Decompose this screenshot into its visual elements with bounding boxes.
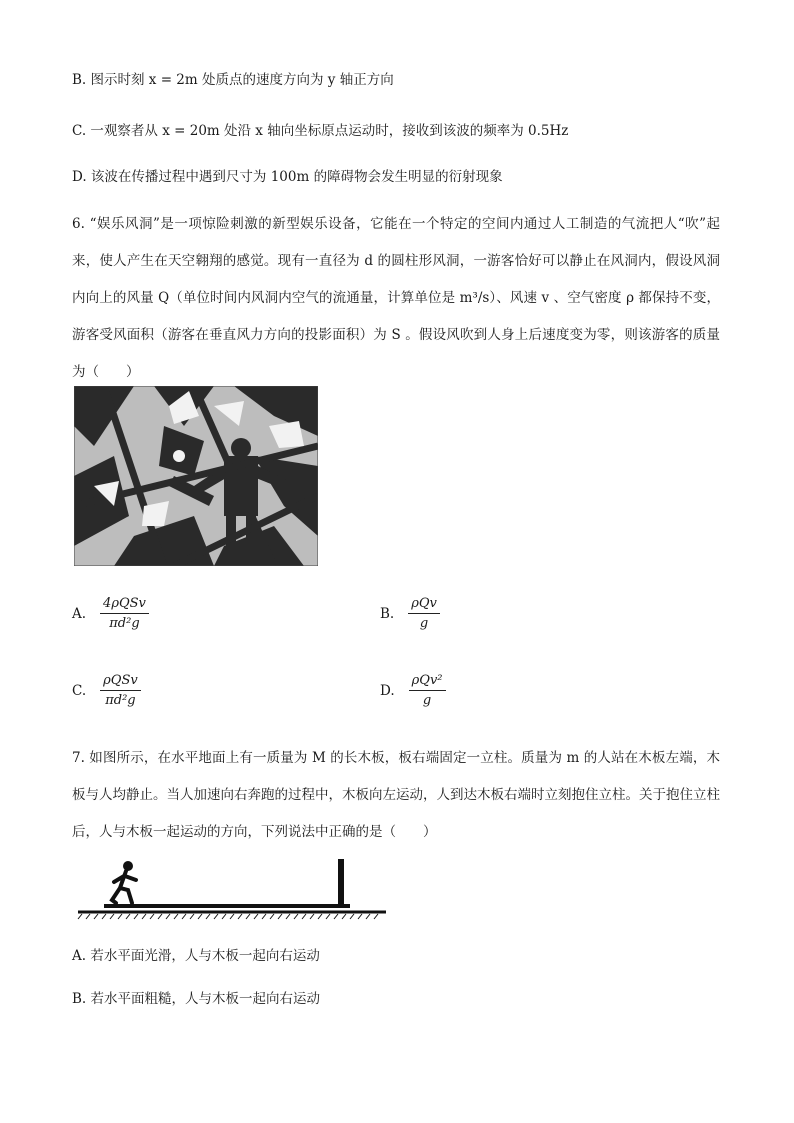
q6-option-b-fraction — [408, 596, 440, 631]
q7-option-b: B. 若水平面粗糙，人与木板一起向右运动 — [72, 991, 321, 1007]
q6-option-b — [380, 596, 440, 631]
q6-option-c-denominator: πd²g — [105, 693, 136, 708]
q5-option-d: D. 该波在传播过程中遇到尺寸为 100m 的障碍物会发生明显的衍射现象 — [72, 169, 503, 185]
wooden-board — [104, 904, 350, 908]
wind-tunnel-photo — [74, 386, 318, 566]
q6-option-b-denominator: g — [419, 616, 429, 631]
ground-hatching — [78, 914, 378, 919]
q6-option-b-label: B. — [380, 605, 395, 622]
q6-option-a-numerator: 4ρQSv — [100, 596, 149, 614]
q7-option-a: A. 若水平面光滑，人与木板一起向右运动 — [72, 948, 320, 964]
q6-option-c-label: C. — [72, 682, 87, 699]
q6-option-d-numerator: ρQv² — [409, 673, 446, 691]
board-diagram — [76, 856, 392, 920]
board-diagram-image — [76, 856, 392, 920]
q6-option-a — [72, 596, 149, 631]
q6-option-d-label: D. — [380, 682, 395, 699]
q6-option-c-numerator: ρQSv — [100, 673, 141, 691]
q6-option-d — [380, 673, 446, 708]
q5-option-b: B. 图示时刻 x = 2m 处质点的速度方向为 y 轴正方向 — [72, 72, 394, 88]
q6-option-a-denominator: πd²g — [109, 616, 140, 631]
q6-option-c-fraction — [100, 673, 141, 708]
q6-option-a-fraction — [100, 596, 149, 631]
q6-option-d-fraction — [409, 673, 446, 708]
q6-option-c — [72, 673, 141, 708]
q7-stem: 7. 如图所示，在水平地面上有一质量为 M 的长木板，板右端固定一立柱。质量为 m 的人站在木板左端，木板与人均静止。当人加速向右奔跑的过程中，木板向左运动，人到达木板右端时立刻抱住立柱。关于抱住立柱后，人与木板一起运动的方向，下列说法中正确的是（ ） — [72, 750, 720, 840]
upright-post — [338, 859, 344, 905]
q5-option-c: C. 一观察者从 x = 20m 处沿 x 轴向坐标原点运动时，接收到该波的频率为 0.5Hz — [72, 123, 569, 139]
q6-option-b-numerator: ρQv — [408, 596, 440, 614]
running-person-icon — [112, 861, 136, 903]
wind-tunnel-photo-image — [74, 386, 318, 566]
q6-stem: 6. “娱乐风洞”是一项惊险刺激的新型娱乐设备，它能在一个特定的空间内通过人工制造的气流把人“吹”起来，使人产生在天空翱翔的感觉。现有一直径为 d 的圆柱形风洞，一游客恰好可以静止在风洞内，假设风洞内向上的风量 Q（单位时间内风洞内空气的流通量，计算单位是 m³/s）、风速 v 、空气密度 ρ 都保持不变，游客受风面积（游客在垂直风力方向的投影面积）为 S 。假设风吹到人身上后速度变为零，则该游客的质量为（ ） — [72, 216, 720, 380]
q6-option-a-label: A. — [72, 605, 87, 622]
q6-option-d-denominator: g — [422, 693, 432, 708]
